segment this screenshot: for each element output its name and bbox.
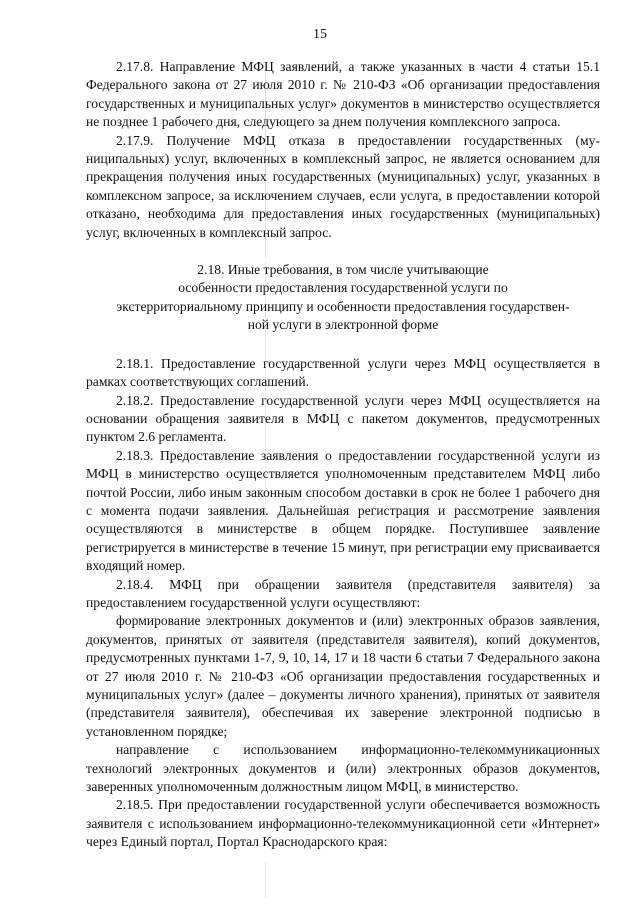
section-heading-line: ной услуги в электронной форме [247, 317, 439, 333]
paragraph-2-18-4-item-sending: направление с использованием информационно-телекоммуникационных технологий электронных документов и (или) электронных образов документов, заверенных уполномоченным должностным лицом МФЦ, в министерство. [86, 742, 600, 795]
paragraph-2-18-4-item-forming: формирование электронных документов и (или) электронных образов заявления, документов, принятых от заявителя (представителя заявителя), копий документов, предусмотренных пунктами 1-7, 9, 10, 14, 17 и 18 части 6 статьи 7 Федерального закона от 27 июля 2010 г. № 210-ФЗ «Об организации предоставления государственных и муниципальных услуг» (далее – документы личного хранения), принятых от заявителя (представителя заявителя), обеспечивая их заверение электронной подписью в установленном порядке; [86, 613, 600, 739]
paragraph-2-18-2: 2.18.2. Предоставление государственной услуги через МФЦ осуществляется на основании обращения заявителя в МФЦ с пакетом документов, предусмотренных пунктом 2.6 регламента. [86, 392, 600, 445]
paragraph-2-17-8: 2.17.8. Направление МФЦ заявлений, а также указанных в части 4 статьи 15.1 Федерального закона от 27 июля 2010 г. № 210-ФЗ «Об организации предоставления государственных и муниципальных услуг» документов в министерство осуществляется не позднее 1 рабочего дня, следующего за днем получения комплексного запроса. [86, 59, 600, 130]
paragraph-2-18-5: 2.18.5. При предоставлении государственной услуги обеспечивается возможность заявителя с использованием информационно-телекоммуникационной сети «Интернет» через Единый портал, Портал Краснодарского края: [86, 797, 600, 850]
page-number: 15 [313, 27, 327, 42]
scan-artifact-line [265, 862, 266, 898]
paragraph-2-18-4: 2.18.4. МФЦ при обращении заявителя (представителя заявителя) за предоставлением государственной услуги осуществляют: [86, 576, 600, 610]
paragraph-2-18-1: 2.18.1. Предоставление государственной услуги через МФЦ осуществляется в рамках соответствующих соглашений. [86, 355, 600, 390]
document-body [86, 58, 600, 852]
section-heading-2-18 [86, 261, 600, 335]
section-heading-line: экстерриториальному принципу и особенности предоставления государствен- [116, 298, 570, 314]
section-heading-line: особенности предоставления государственной услуги по [178, 280, 508, 296]
section-heading-line: 2.18. Иные требования, в том числе учитывающие [197, 262, 489, 278]
paragraph-2-18-3: 2.18.3. Предоставление заявления о предоставлении государственной услуги из МФЦ в министерство осуществляется уполномоченным представителем МФЦ либо почтой России, либо иным законным способом доставки в срок не более 1 рабочего дня с момента подачи заявления. Дальнейшая регистрация и рассмотрение заявления осуществляются в министерстве в общем порядке. Поступившее заявление регистрируется в министерстве в течение 15 минут, при регистрации ему присваивается входящий номер. [86, 447, 600, 574]
paragraph-2-17-9: 2.17.9. Получение МФЦ отказа в предоставлении государственных (муниципальных) услуг, включенных в комплексный запрос, не является основанием для прекращения получения иных государственных (муниципальных) услуг, указанных в комплексном запросе, за исключением случаев, если услуга, в предоставлении которой отказано, необходима для предоставления иных государственных (муниципальных) услуг, включенных в комплексный запрос. [86, 132, 600, 240]
